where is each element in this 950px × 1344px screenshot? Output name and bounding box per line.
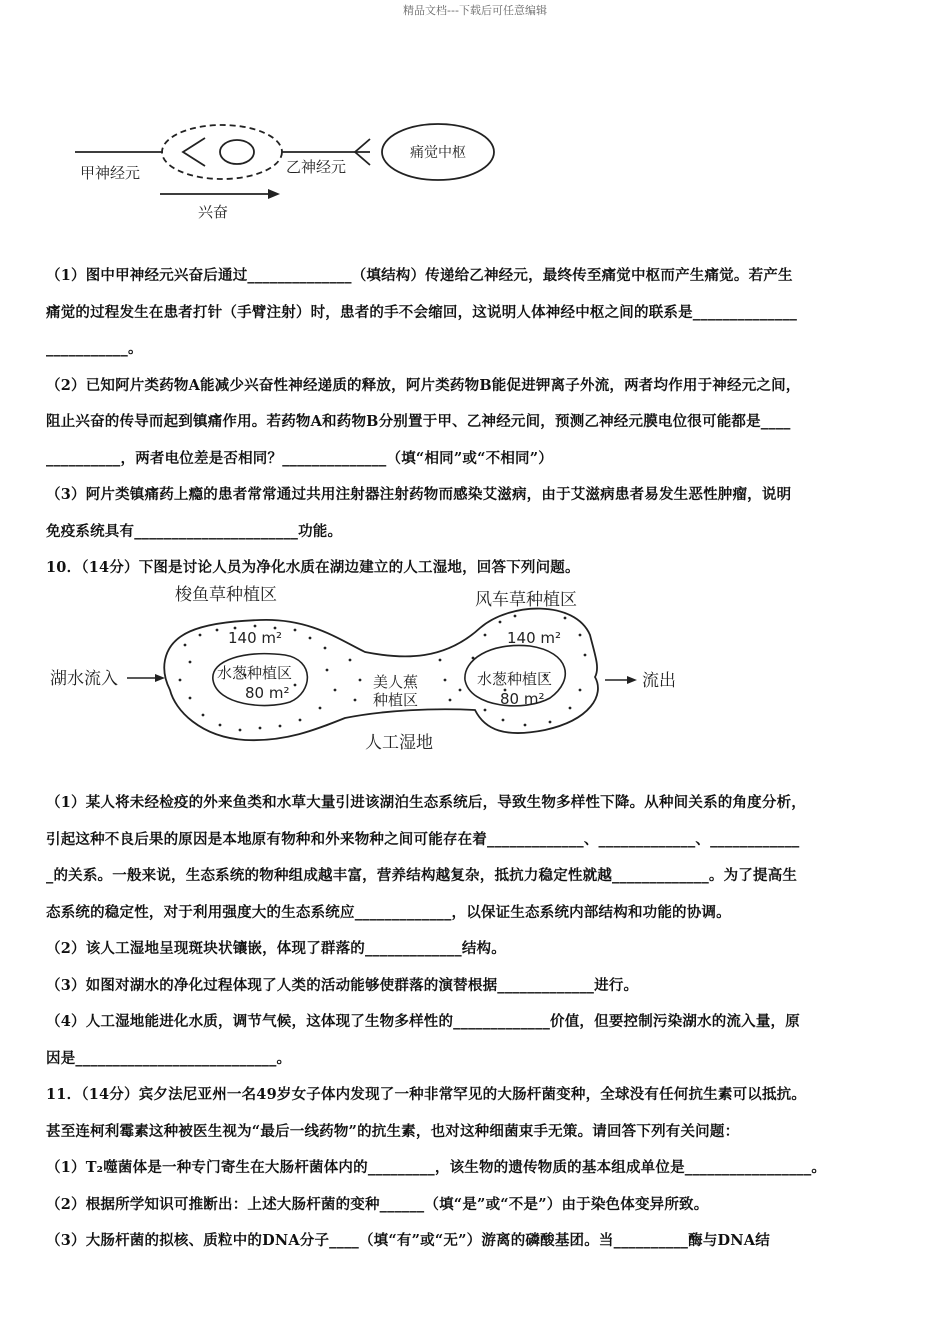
outflow-label: 流出 [642, 671, 676, 691]
excitation-arrow-head [268, 189, 280, 199]
text-line: （2）已知阿片类药物A能减少兴奋性神经递质的释放，阿片类药物B能促进钾离子外流，两者均作用于神经元之间， [46, 376, 801, 394]
question-text [46, 258, 906, 587]
middle-label-2: 种植区 [373, 691, 419, 709]
text-line: _的关系。一般来说，生态系统的物种组成越丰富，营养结构越复杂，抵抗力稳定性就越_____________。为了提高生 [46, 867, 798, 884]
text-line: （1）某人将未经检疫的外来鱼类和水草大量引进该湖泊生态系统后，导致生物多样性下降。从种间关系的角度分析， [46, 794, 806, 811]
text-line: （4）人工湿地能进化水质，调节气候，这体现了生物多样性的_____________价值，但要控制污染湖水的流入量，原 [46, 1013, 800, 1030]
text-line: 引起这种不良后果的原因是本地原有物种和外来物种之间可能存在着_____________、_____________、____________ [46, 830, 800, 848]
inflow-label: 湖水流入 [50, 669, 118, 689]
neuron-a-label: 甲神经元 [80, 164, 141, 182]
text-line: （2）该人工湿地呈现斑块状镶嵌，体现了群落的_____________结构。 [46, 940, 506, 957]
inflow-arrow-head [155, 674, 165, 682]
neuron-a-terminal [183, 138, 205, 166]
text-line: （3）大肠杆菌的拟核、质粒中的DNA分子____（填“有”或“无”）游离的磷酸基团。当__________酶与DNA结 [46, 1232, 770, 1249]
text-line: 态系统的稳定性，对于利用强度大的生态系统应_____________，以保证生态系统内部结构和功能的协调。 [46, 903, 731, 921]
text-line: ___________。 [46, 340, 143, 357]
middle-label-1: 美人蕉 [373, 673, 419, 691]
text-line: 阻止兴奋的传导而起到镇痛作用。若药物A和药物B分别置于甲、乙神经元间，预测乙神经元膜电位很可能都是____ [46, 413, 791, 430]
zone-left-label: 梭鱼草种植区 [175, 585, 277, 605]
wetland-diagram [45, 580, 705, 760]
question-text-continued [46, 785, 906, 1260]
pain-center-label: 痛觉中枢 [410, 145, 466, 161]
text-line: （3）如图对湖水的净化过程体现了人类的活动能够使群落的演替根据_____________进行。 [46, 976, 639, 994]
text-line: 11．（14分）宾夕法尼亚州一名49岁女子体内发现了一种非常罕见的大肠杆菌变种，全球没有任何抗生素可以抵抗。 [46, 1086, 807, 1103]
inner-right-label: 水葱种植区 [477, 670, 553, 688]
area-small-left: 80 m² [245, 684, 290, 702]
text-line: 因是___________________________。 [46, 1049, 292, 1067]
wetland-label: 人工湿地 [365, 733, 433, 753]
text-line: 痛觉的过程发生在患者打针（手臂注射）时，患者的手不会缩回，这说明人体神经中枢之间的联系是______________ [46, 303, 798, 321]
text-line: __________，两者电位差是否相同？______________（填“相同”或“不相同”） [46, 449, 553, 467]
text-line: 甚至连柯利霉素这种被医生视为“最后一线药物”的抗生素，也对这种细菌束手无策。请回答下列有关问题： [46, 1122, 740, 1140]
outflow-arrow-head [627, 676, 637, 684]
page-header: 精品文档---下载后可任意编辑 [403, 4, 547, 17]
neuron-diagram [70, 115, 510, 225]
text-line: 10．（14分）下图是讨论人员为净化水质在湖边建立的人工湿地，回答下列问题。 [46, 559, 580, 576]
synapse-dashed-outline [162, 125, 282, 179]
text-line: 免疫系统具有______________________功能。 [46, 522, 343, 540]
inner-left-label: 水葱种植区 [217, 664, 293, 682]
zone-right-label: 风车草种植区 [475, 590, 577, 610]
area-big-right: 140 m² [507, 629, 562, 647]
text-line: （2）根据所学知识可推断出：上述大肠杆菌的变种______（填“是”或“不是”）由于染色体变异所致。 [46, 1195, 709, 1213]
area-big-left: 140 m² [228, 629, 283, 647]
neuron-b-label: 乙神经元 [286, 158, 347, 176]
area-small-right: 80 m² [500, 690, 545, 708]
text-line: （1）T₂噬菌体是一种专门寄生在大肠杆菌体内的_________，该生物的遗传物质的基本组成单位是_________________。 [46, 1159, 827, 1176]
synapse-vesicle [220, 140, 254, 164]
text-line: （3）阿片类镇痛药上瘾的患者常常通过共用注射器注射药物而感染艾滋病，由于艾滋病患者易发生恶性肿瘤，说明 [46, 486, 792, 503]
text-line: （1）图中甲神经元兴奋后通过______________（填结构）传递给乙神经元，最终传至痛觉中枢而产生痛觉。若产生 [46, 267, 793, 284]
excitation-label: 兴奋 [198, 203, 229, 221]
